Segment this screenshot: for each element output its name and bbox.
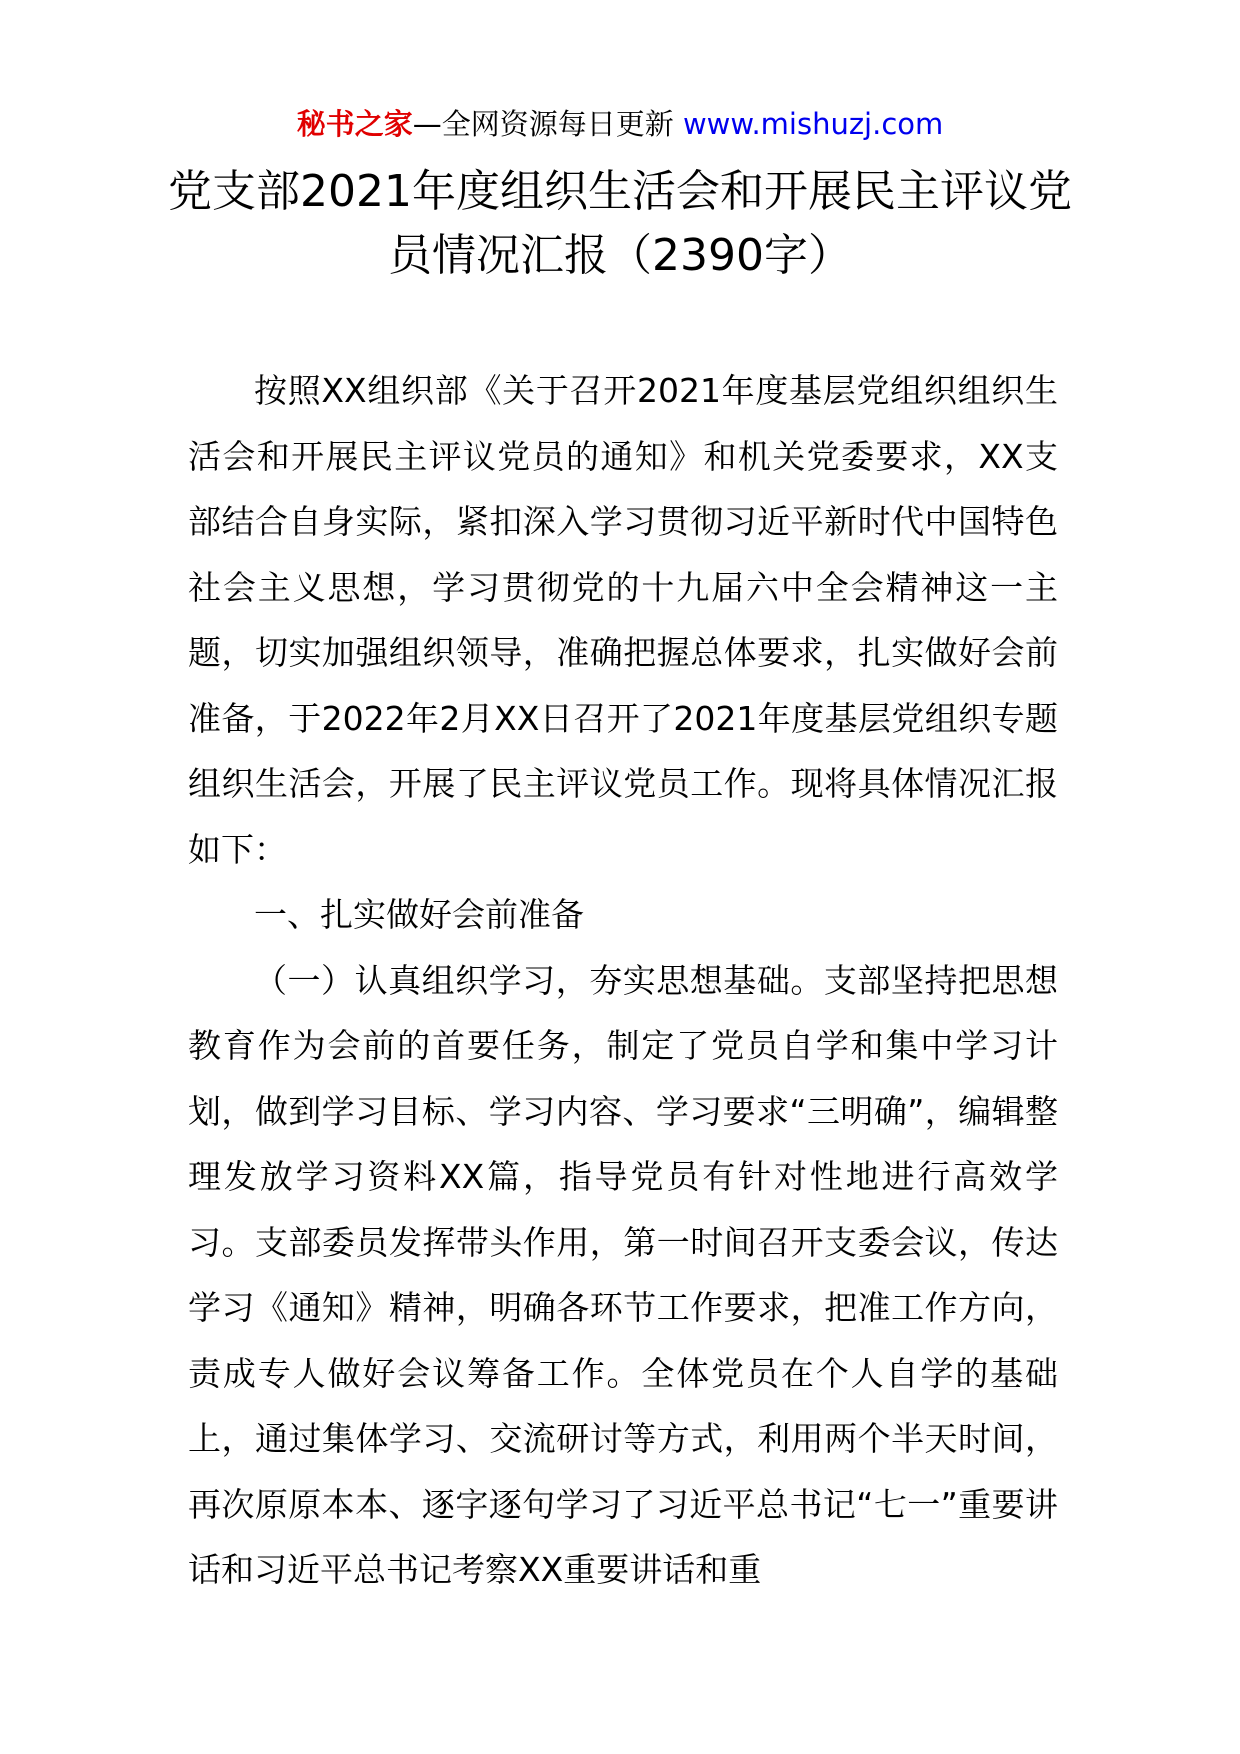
body-paragraph-study: （一）认真组织学习，夯实思想基础。支部坚持把思想教育作为会前的首要任务，制定了党员自学和集中学习计划，做到学习目标、学习内容、学习要求“三明确”，编辑整理发放学习资料XX篇，指导党员有针对性地进行高效学习。支部委员发挥带头作用，第一时间召开支委会议，传达学习《通知》精神，明确各环节工作要求，把准工作方向，责成专人做好会议筹备工作。全体党员在个人自学的基础上，通过集体学习、交流研讨等方式，利用两个半天时间，再次原原本本、逐字逐句学习了习近平总书记“七一”重要讲话和习近平总书记考察XX重要讲话和重 [188,960,1058,1589]
brand-name: 秘书之家 [296,107,413,141]
site-url-link[interactable]: www.mishuzj.com [682,107,944,141]
site-header [0,104,1240,144]
document-body [188,358,1058,1603]
body-paragraph-intro: 按照XX组织部《关于召开2021年度基层党组织组织生活会和开展民主评议党员的通知》和机关党委要求，XX支部结合自身实际，紧扣深入学习贯彻习近平新时代中国特色社会主义思想，学习贯彻党的十九届六中全会精神这一主题，切实加强组织领导，准确把握总体要求，扎实做好会前准备，于2022年2月XX日召开了2021年度基层党组织专题组织生活会，开展了民主评议党员工作。现将具体情况汇报如下： [188,371,1058,869]
document-title: 党支部2021年度组织生活会和开展民主评议党员情况汇报（2390字） [168,166,1072,281]
section-heading: 一、扎实做好会前准备 [254,895,584,934]
header-tagline: —全网资源每日更新 [412,107,674,141]
